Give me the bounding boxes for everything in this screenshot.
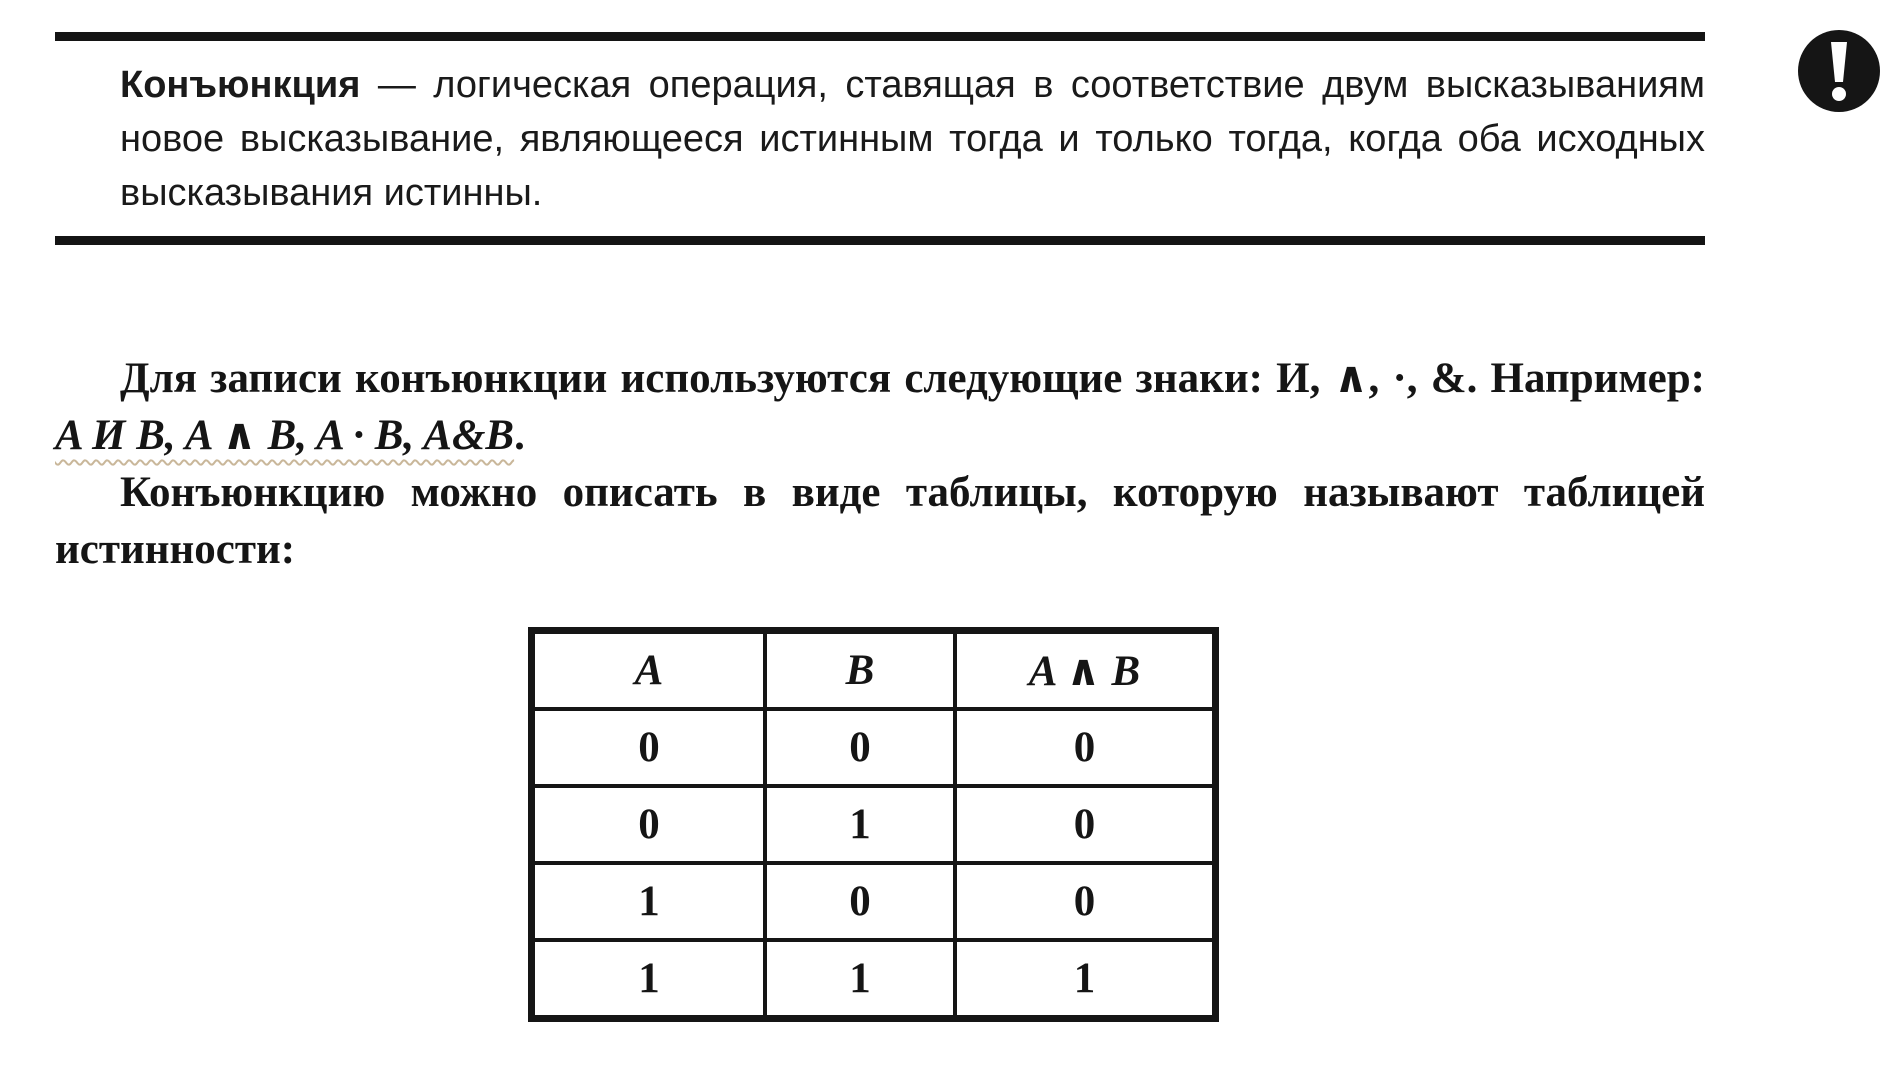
definition-term: Конъюнкция xyxy=(120,64,361,106)
table-row xyxy=(532,709,1216,786)
cell-a: 0 xyxy=(532,786,766,863)
cell-a: 1 xyxy=(532,940,766,1019)
cell-a-and-b: 0 xyxy=(955,709,1216,786)
cell-a: 0 xyxy=(532,709,766,786)
table-intro-text: Конъюнкцию можно описать в виде таблицы, которую называют xyxy=(120,469,1524,516)
table-header-row xyxy=(532,631,1216,710)
table-row xyxy=(532,940,1216,1019)
cell-a-and-b: 0 xyxy=(955,863,1216,940)
definition-bottom-rule xyxy=(55,236,1705,245)
exclamation-icon xyxy=(1796,28,1882,114)
notation-examples: A И B, A ∧ B, A · B, A&B xyxy=(55,412,515,459)
header-b: B xyxy=(765,631,955,710)
cell-b: 1 xyxy=(765,786,955,863)
definition-box xyxy=(120,58,1705,220)
cell-b: 0 xyxy=(765,709,955,786)
definition-top-rule xyxy=(55,32,1705,41)
cell-b: 0 xyxy=(765,863,955,940)
header-a: A xyxy=(532,631,766,710)
signs-text: Для записи конъюнкции используются следующие знаки: И, ∧, ·, &. Например: xyxy=(120,355,1705,402)
table-row xyxy=(532,786,1216,863)
table-row xyxy=(532,863,1216,940)
signs-end: . xyxy=(514,412,525,459)
cell-a: 1 xyxy=(532,863,766,940)
cell-a-and-b: 1 xyxy=(955,940,1216,1019)
truth-table-term: таблицей истинности: xyxy=(55,469,1705,573)
truth-table xyxy=(528,627,1219,1022)
cell-b: 1 xyxy=(765,940,955,1019)
definition-text: — логическая операция, ставящая в соответствие двум высказываниям новое высказывание, являющееся истинным тогда и только тогда, когда оба исходных высказывания истинны. xyxy=(120,64,1705,214)
header-a-and-b: A ∧ B xyxy=(955,631,1216,710)
signs-paragraph xyxy=(55,350,1705,464)
table-intro-paragraph xyxy=(55,464,1705,578)
cell-a-and-b: 0 xyxy=(955,786,1216,863)
